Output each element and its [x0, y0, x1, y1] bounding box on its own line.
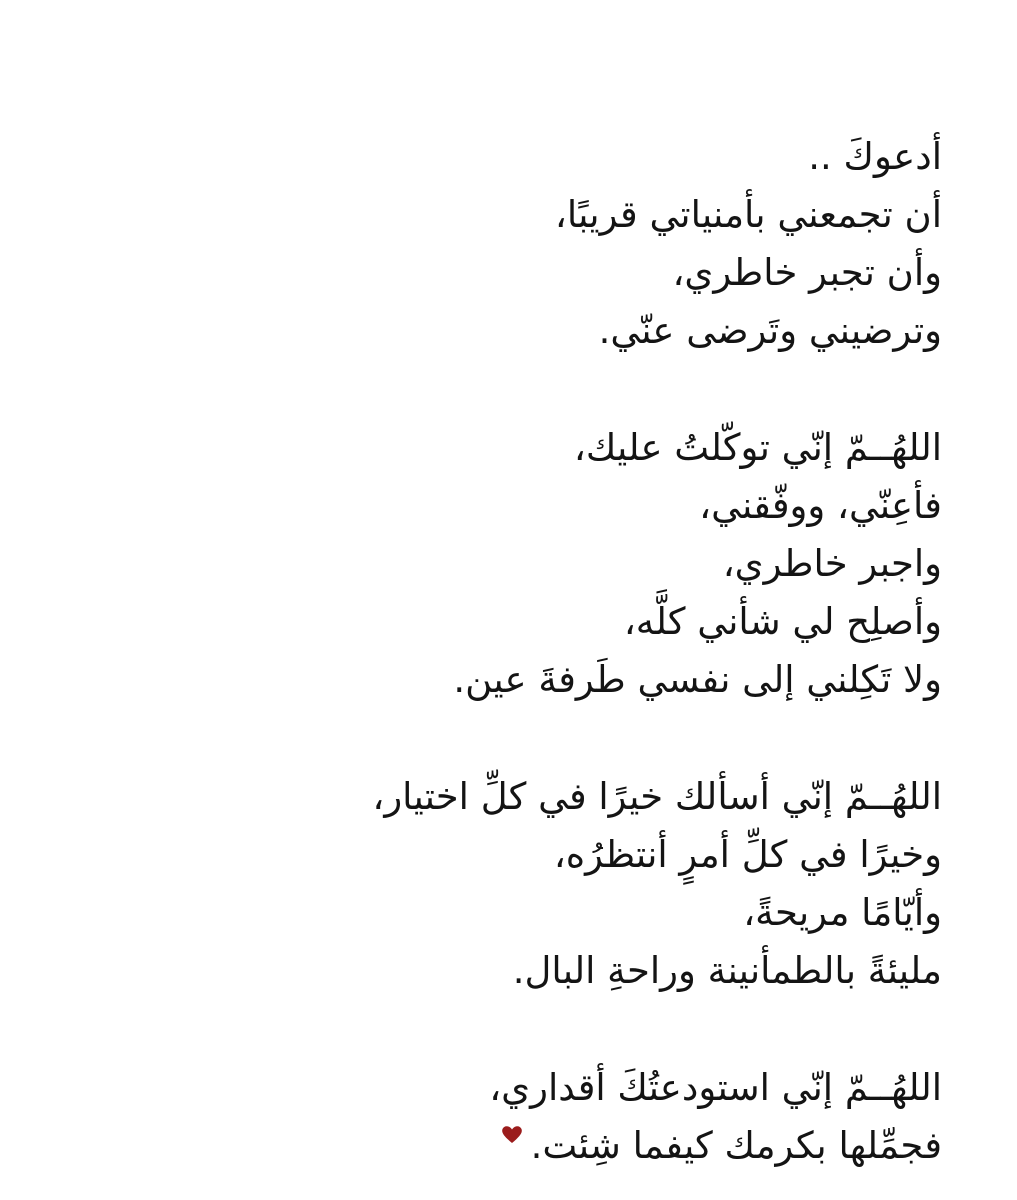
poem-line: وترضيني وتَرضى عنّي.: [598, 309, 942, 352]
poem-line: وأيّامًا مريحةً،: [743, 891, 942, 934]
poem-line: واجبر خاطري،: [722, 542, 942, 585]
stanza-4: [302, 1059, 942, 1175]
poem-line-final: [302, 1117, 942, 1175]
poem-text: [302, 128, 942, 1175]
poem-line: وأن تجبر خاطري،: [672, 251, 942, 294]
poem-line: مليئةً بالطمأنينة وراحةِ البال.: [512, 949, 942, 992]
poem-line: أن تجمعني بأمنياتي قريبًا،: [554, 193, 942, 236]
heart-icon: [501, 1124, 523, 1144]
stanza-2: [302, 419, 942, 709]
poem-line: اللهُــمّ إنّي توكّلتُ عليك،: [573, 426, 942, 469]
poem-line: فأعِنّي، ووفّقني،: [699, 484, 942, 527]
poem-line: وخيرًا في كلِّ أمرٍ أنتظرُه،: [553, 833, 942, 876]
poem-line: ولا تَكِلني إلى نفسي طَرفةَ عين.: [453, 658, 942, 701]
poem-line: اللهُــمّ إنّي استودعتُكَ أقداري،: [489, 1066, 942, 1109]
poem-line: أدعوكَ ..: [808, 135, 942, 178]
stanza-1: [302, 128, 942, 360]
stanza-3: [302, 768, 942, 1000]
poem-line: وأصلِح لي شأني كلَّه،: [623, 600, 942, 643]
poem-line: اللهُــمّ إنّي أسألك خيرًا في كلِّ اختيار،: [372, 775, 942, 818]
poem-line-final-text: فجمِّلها بكرمك كيفما شِئت.: [530, 1124, 942, 1167]
